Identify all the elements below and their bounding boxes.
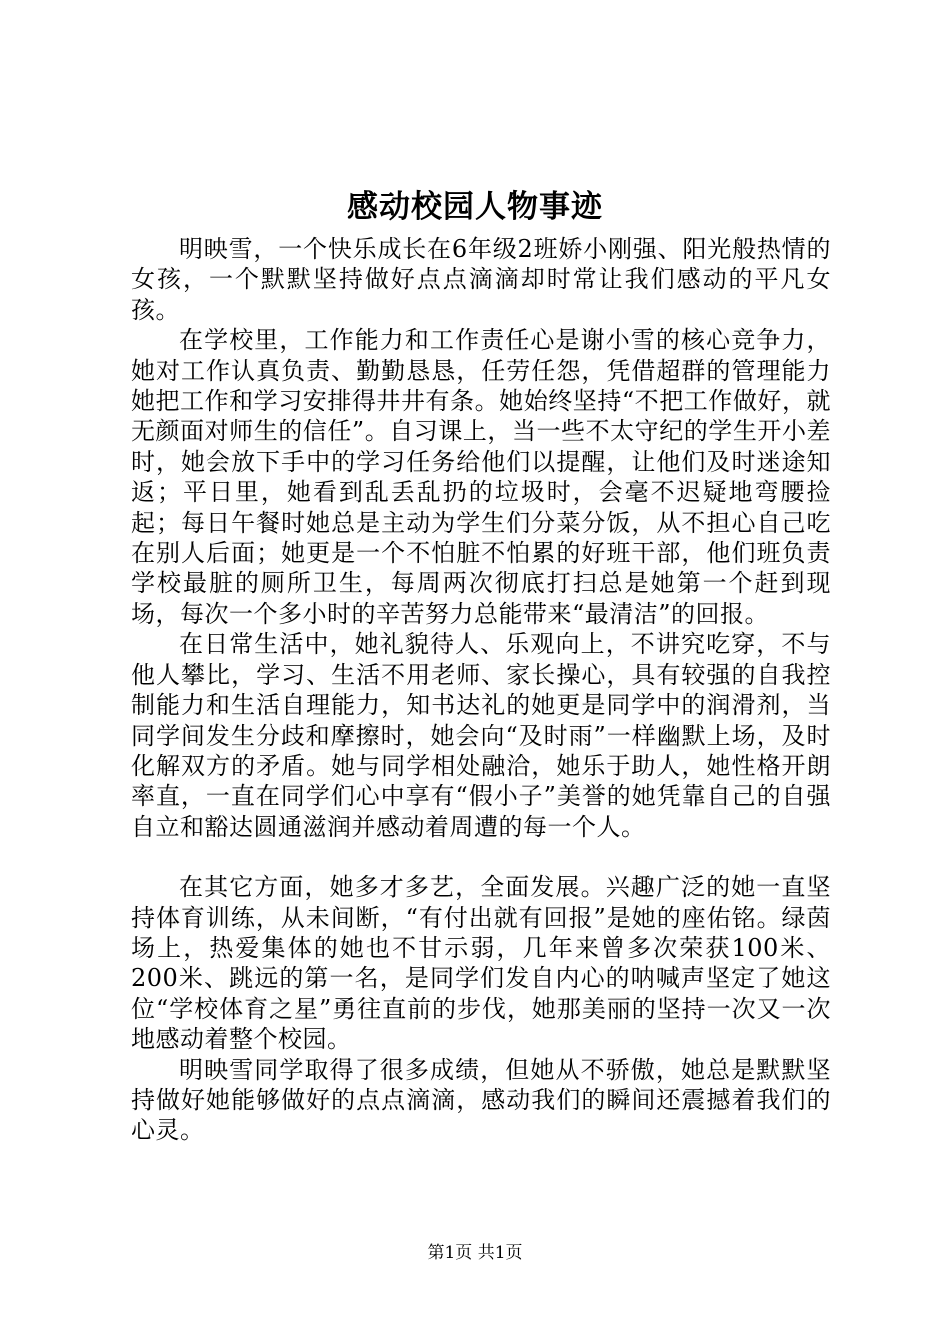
document-title: 感动校园人物事迹 [347,189,603,225]
paragraph-school: 在学校里，工作能力和工作责任心是谢小雪的核心竞争力，她对工作认真负责、勤勤恳恳，任劳任怨，凭借超群的管理能力她把工作和学习安排得井井有条。她始终坚持“不把工作做好，就无颜面对师生的信任”。自习课上，当一些不太守纪的学生开小差时，她会放下手中的学习任务给他们以提醒，让他们及时迷途知返；平日里，她看到乱丢乱扔的垃圾时，会毫不迟疑地弯腰捡起；每日午餐时她总是主动为学生们分菜分饭，从不担心自己吃在别人后面；她更是一个不怕脏不怕累的好班干部，他们班负责学校最脏的厕所卫生，每周两次彻底打扫总是她第一个赶到现场，每次一个多小时的辛苦努力总能带来“最清洁”的回报。 [131,326,831,628]
document-body [131,234,831,1146]
paragraph-other-aspects: 在其它方面，她多才多艺，全面发展。兴趣广泛的她一直坚持体育训练，从未间断，“有付出就有回报”是她的座佑铭。绿茵场上，热爱集体的她也不甘示弱，几年来曾多次荣获100米、200米、跳远的第一名，是同学们发自内心的呐喊声坚定了她这位“学校体育之星”勇往直前的步伐，她那美丽的坚持一次又一次地感动着整个校园。 [131,873,831,1054]
paragraph-daily-life: 在日常生活中，她礼貌待人、乐观向上，不讲究吃穿，不与他人攀比，学习、生活不用老师、家长操心，具有较强的自我控制能力和生活自理能力，知书达礼的她更是同学中的润滑剂，当同学间发生分歧和摩擦时，她会向“及时雨”一样幽默上场，及时化解双方的矛盾。她与同学相处融洽，她乐于助人，她性格开朗率直，一直在同学们心中享有“假小子”美誉的她凭靠自己的自强自立和豁达圆通滋润并感动着周遭的每一个人。 [131,630,831,841]
paragraph-intro: 明映雪，一个快乐成长在6年级2班娇小刚强、阳光般热情的女孩，一个默默坚持做好点点滴滴却时常让我们感动的平凡女孩。 [131,235,831,324]
paragraph-conclusion: 明映雪同学取得了很多成绩，但她从不骄傲，她总是默默坚持做好她能够做好的点点滴滴，感动我们的瞬间还震撼着我们的心灵。 [131,1055,831,1145]
page-footer: 第1页 共1页 [427,1243,523,1263]
